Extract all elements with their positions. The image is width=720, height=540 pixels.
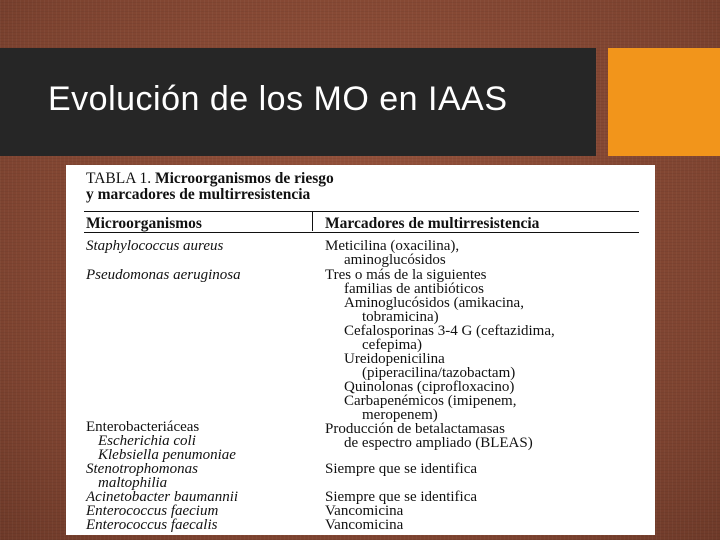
organism-enterococcus-faecium: Enterococcus faecium (86, 503, 219, 519)
organism-acinetobacter: Acinetobacter baumannii (86, 489, 239, 505)
marker-line: Siempre que se identifica (325, 461, 478, 477)
marker-line: familias de antibióticos (344, 281, 484, 297)
organism-ecoli: Escherichia coli (98, 433, 196, 449)
organism-maltophilia: maltophilia (98, 475, 168, 491)
marker-line: Tres o más de la siguientes (325, 267, 487, 283)
organism-enterococcus-faecalis: Enterococcus faecalis (86, 517, 218, 533)
caption-line-1: Microorganismos de riesgo (154, 170, 334, 187)
marker-line: Vancomicina (325, 517, 404, 533)
caption-label: TABLA 1. (86, 170, 152, 187)
marker-line: Ureidopenicilina (344, 351, 445, 367)
marker-line: Aminoglucósidos (amikacina, (344, 295, 524, 311)
marker-line: tobramicina) (362, 309, 439, 325)
table-image (66, 165, 655, 535)
organism-enterobacteriaceae: Enterobacteriáceas (86, 419, 200, 435)
organism-klebsiella: Klebsiella penumoniae (98, 447, 236, 463)
marker-line: (piperacilina/tazobactam) (362, 365, 516, 381)
accent-box (608, 48, 720, 156)
marker-line: Producción de betalactamasas (325, 421, 505, 437)
table-caption (86, 171, 646, 203)
marker-line: Vancomicina (325, 503, 404, 519)
title-bar (0, 48, 596, 156)
marker-line: Siempre que se identifica (325, 489, 478, 505)
marker-line: de espectro ampliado (BLEAS) (344, 435, 533, 451)
col-right-header: Marcadores de multirresistencia (325, 215, 540, 232)
marker-line: cefepima) (362, 337, 422, 353)
caption-line-2: y marcadores de multirresistencia (86, 186, 311, 203)
col-left-header: Microorganismos (86, 215, 202, 232)
slide-title: Evolución de los MO en IAAS (48, 80, 508, 118)
marker-line: Meticilina (oxacilina), (325, 238, 460, 254)
organism-staph: Staphylococcus aureus (86, 238, 224, 254)
header-bottom-rule (84, 232, 639, 233)
organism-stenotrophomonas: Stenotrophomonas (86, 461, 198, 477)
organism-pseudomonas: Pseudomonas aeruginosa (86, 267, 241, 283)
marker-line: Quinolonas (ciprofloxacino) (344, 379, 515, 395)
header-divider (312, 211, 313, 231)
marker-line: meropenem) (362, 407, 438, 423)
marker-line: Carbapenémicos (imipenem, (344, 393, 517, 409)
header-top-rule (84, 211, 639, 212)
marker-line: Cefalosporinas 3-4 G (ceftazidima, (344, 323, 555, 339)
marker-line: aminoglucósidos (344, 252, 446, 268)
